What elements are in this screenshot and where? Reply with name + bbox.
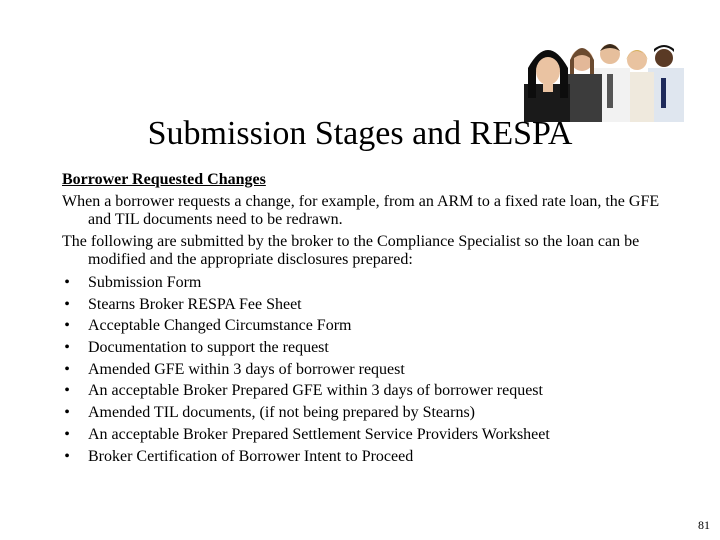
submission-list [62,273,672,468]
list-item [62,381,672,403]
list-item [62,316,672,338]
list-item [62,273,672,295]
bullet-icon: • [64,404,70,422]
slide-title: Submission Stages and RESPA [147,115,573,152]
list-item-text: Amended GFE within 3 days of borrower request [88,360,405,378]
list-item-text: An acceptable Broker Prepared GFE within 3 days of borrower request [88,382,543,400]
list-item-text: Amended TIL documents, (if not being prepared by Stearns) [88,404,475,422]
bullet-icon: • [64,274,70,291]
list-item [62,338,672,360]
bullet-icon: • [64,295,70,313]
section-heading: Borrower Requested Changes [62,171,266,188]
intro-paragraph: When a borrower requests a change, for example, from an ARM to a fixed rate loan, the GFE and TIL documents need to be redrawn. [62,193,660,228]
list-item-text: Acceptable Changed Circumstance Form [88,317,352,335]
bullet-icon: • [64,360,70,378]
bullet-icon: • [64,382,70,400]
list-item [62,425,672,447]
bullet-icon: • [64,447,70,465]
bullet-icon: • [64,425,70,443]
bullet-icon: • [64,317,70,335]
list-item-text: Submission Form [88,274,202,291]
list-item-text: Documentation to support the request [88,339,329,357]
list-item-text: An acceptable Broker Prepared Settlement Service Providers Worksheet [88,425,550,443]
slide-body [62,171,672,468]
list-item [62,360,672,382]
list-item [62,447,672,469]
list-item-text: Broker Certification of Borrower Intent to Proceed [88,447,414,465]
list-item [62,403,672,425]
list-item-text: Stearns Broker RESPA Fee Sheet [88,295,302,313]
page-number: 81 [698,518,710,532]
people-group-photo [520,38,686,122]
list-item [62,295,672,317]
submission-paragraph: The following are submitted by the broker to the Compliance Specialist so the loan can be modified and the appropriate disclosures prepared: [62,233,640,268]
bullet-icon: • [64,339,70,357]
